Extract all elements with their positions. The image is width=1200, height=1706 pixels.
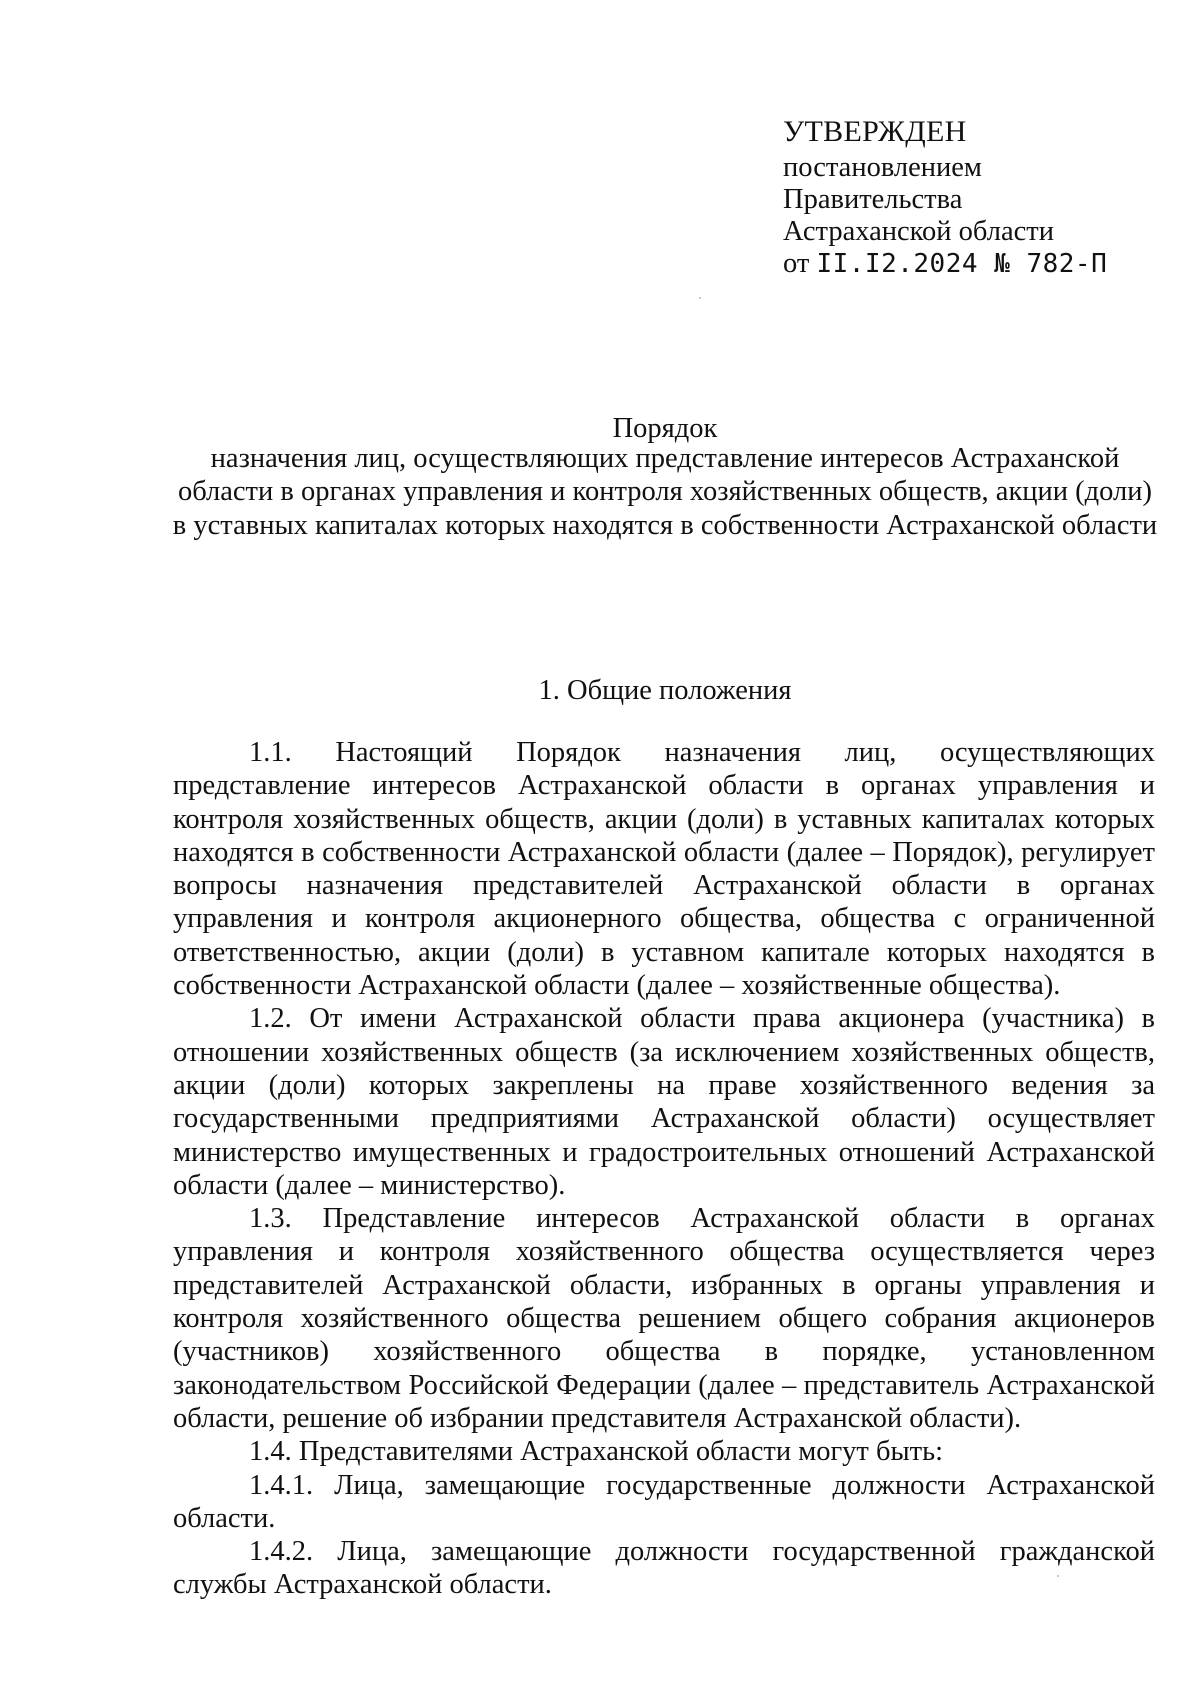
approval-date-prefix: от: [783, 248, 810, 279]
paragraph-1-2: 1.2. От имени Астраханской области права акционера (участника) в отношении хозяйственных обществ (за исключением хозяйственных обществ, акции (доли) которых закреплены на праве хозяйственного ведения за государственными предприятиями Астраханской области) осуществляет министерство имущественных и градостроительных отношений Астраханской области (далее – министерство).: [173, 1003, 1155, 1201]
approval-date-line: [783, 248, 1107, 280]
scan-speck: [1057, 1575, 1059, 1577]
paragraph-1-4: 1.4. Представителями Астраханской области могут быть:: [249, 1436, 944, 1468]
approval-line-resolution: постановлением: [783, 152, 982, 183]
paragraph-1-3: 1.3. Представление интересов Астраханской области в органах управления и контроля хозяйственного общества осуществляется через представителей Астраханской области, избранных в органы управления и контроля хозяйственного общества решением общего собрания акционеров (участников) хозяйственного общества в порядке, установленном законодательством Российской Федерации (далее – представитель Астраханской области, решение об избрании представителя Астраханской области).: [173, 1203, 1155, 1434]
paragraph-1-1: 1.1. Настоящий Порядок назначения лиц, осуществляющих представление интересов Астраханской области в органах управления и контроля хозяйственных обществ, акции (доли) в уставных капиталах которых находятся в собственности Астраханской области (далее – Порядок), регулирует вопросы назначения представителей Астраханской области в органах управления и контроля акционерного общества, общества с ограниченной ответственностью, акции (доли) в уставном капитале которых находятся в собственности Астраханской области (далее – хозяйственные общества).: [173, 737, 1155, 1002]
approval-line-region: Астраханской области: [783, 216, 1054, 247]
approval-line-government: Правительства: [783, 184, 963, 215]
section-heading: 1. Общие положения: [538, 675, 792, 706]
approval-title: УТВЕРЖДЕН: [783, 115, 967, 148]
document-subtitle: назначения лиц, осуществляющих представление интересов Астраханской области в органах управления и контроля хозяйственных обществ, акции (доли) в уставных капиталах которых находятся в собственности Астраханской области: [172, 443, 1158, 541]
paragraph-1-4-2: 1.4.2. Лица, замещающие должности государственной гражданской службы Астраханской области.: [173, 1536, 1155, 1601]
approval-stamp-block: [783, 112, 1107, 280]
document-title: Порядок: [612, 413, 718, 444]
approval-date-number: II.I2.2024 № 782-П: [816, 249, 1108, 279]
document-body: [173, 736, 1155, 1602]
scan-speck: [699, 297, 701, 299]
paragraph-1-4-1: 1.4.1. Лица, замещающие государственные должности Астраханской области.: [173, 1469, 1155, 1534]
